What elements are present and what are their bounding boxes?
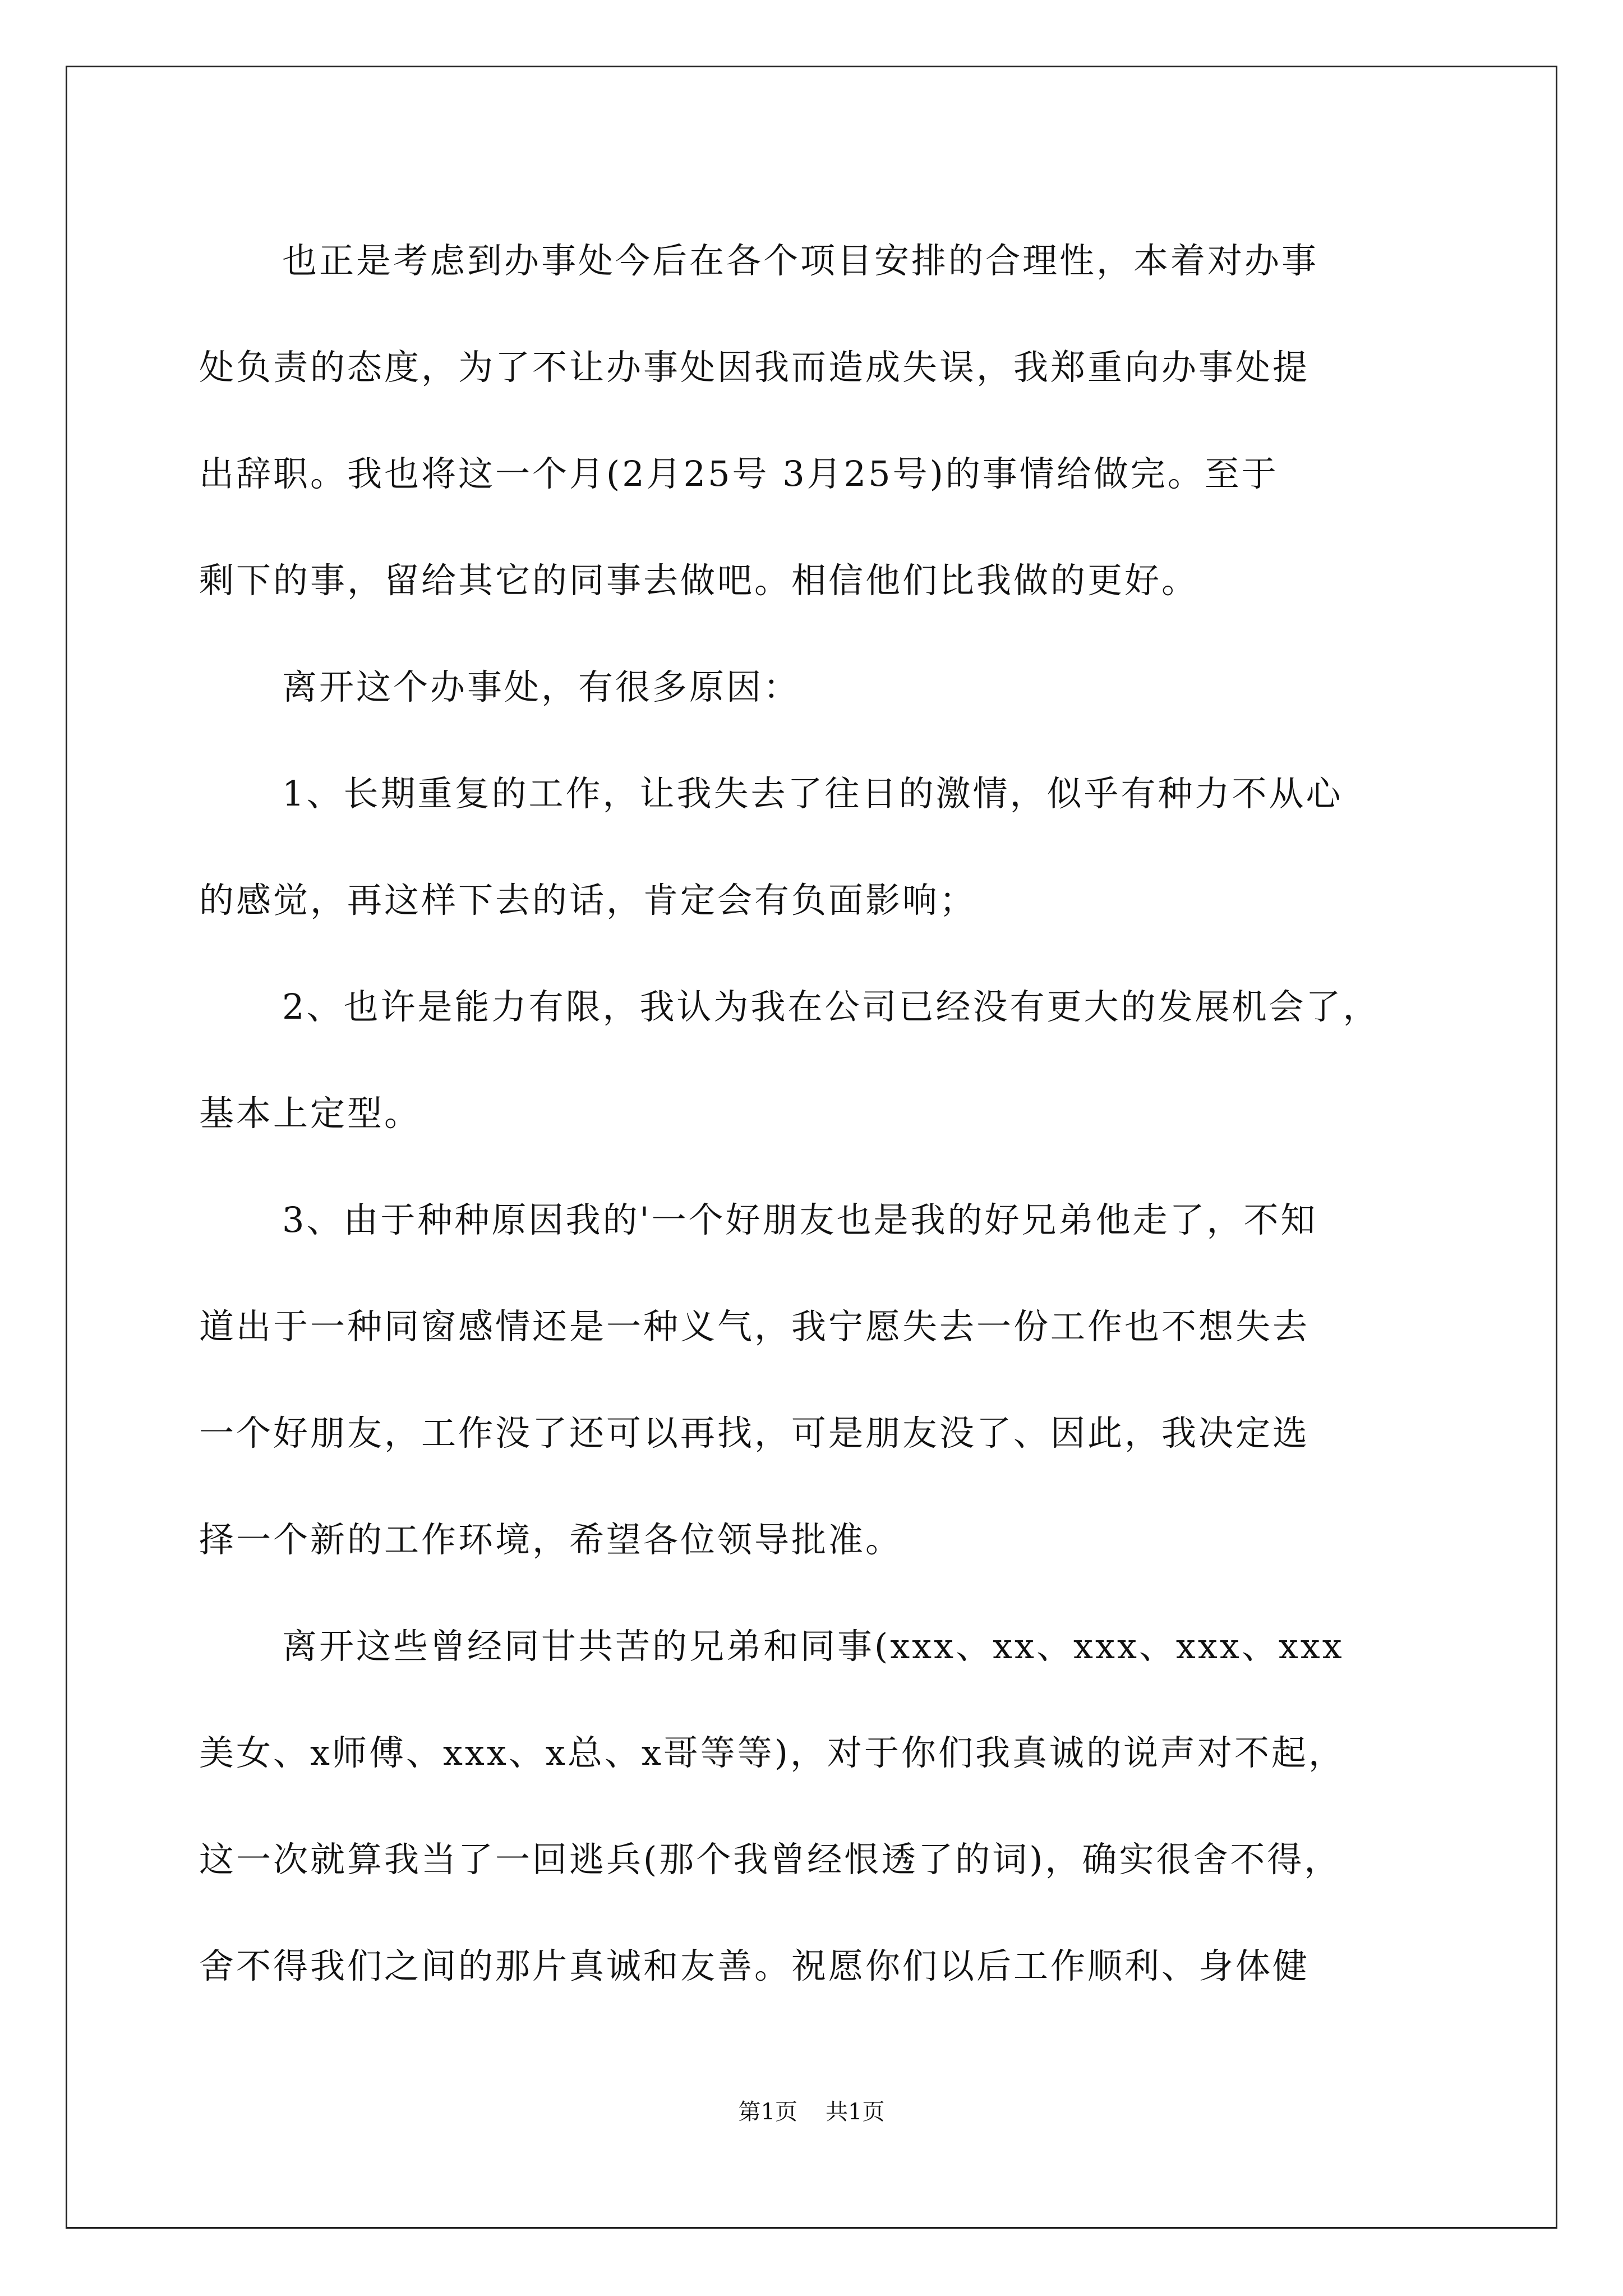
- page-number: 第1页: [738, 2099, 797, 2125]
- text-line: 这一次就算我当了一回逃兵(那个我曾经恨透了的词)，确实很舍不得，: [199, 1839, 1341, 1880]
- text-line: 择一个新的工作环境，希望各位领导批准。: [199, 1519, 903, 1560]
- text-line: 3、由于种种原因我的'一个好朋友也是我的好兄弟他走了，不知: [282, 1199, 1318, 1240]
- letter-body: [199, 208, 1422, 2019]
- page-footer: [0, 2095, 1623, 2129]
- text-line: 的感觉，再这样下去的话，肯定会有负面影响；: [199, 880, 977, 921]
- text-line: 基本上定型。: [199, 1093, 422, 1134]
- text-line: 舍不得我们之间的那片真诚和友善。祝愿你们以后工作顺利、身体健: [199, 1945, 1310, 1986]
- text-line: 美女、x师傅、xxx、x总、x哥等等)，对于你们我真诚的说声对不起，: [199, 1732, 1345, 1773]
- text-line: 1、长期重复的工作，让我失去了往日的激情，似乎有种力不从心: [282, 773, 1343, 814]
- text-line: 离开这个办事处，有很多原因：: [282, 666, 801, 707]
- text-line: 离开这些曾经同甘共苦的兄弟和同事(xxx、xx、xxx、xxx、xxx: [282, 1626, 1344, 1667]
- text-line: 一个好朋友，工作没了还可以再找，可是朋友没了、因此，我决定选: [199, 1412, 1310, 1453]
- text-line: 2、也许是能力有限，我认为我在公司已经没有更大的发展机会了，: [282, 986, 1380, 1027]
- text-line: 道出于一种同窗感情还是一种义气，我宁愿失去一份工作也不想失去: [199, 1306, 1310, 1347]
- text-line: 处负责的态度，为了不让办事处因我而造成失误，我郑重向办事处提: [199, 347, 1310, 388]
- page-count: 共1页: [826, 2099, 885, 2125]
- text-line: 剩下的事，留给其它的同事去做吧。相信他们比我做的更好。: [199, 560, 1199, 601]
- text-line: 也正是考虑到办事处今后在各个项目安排的合理性，本着对办事: [282, 240, 1319, 281]
- text-line: 出辞职。我也将这一个月(2月25号 3月25号)的事情给做完。至于: [199, 453, 1279, 494]
